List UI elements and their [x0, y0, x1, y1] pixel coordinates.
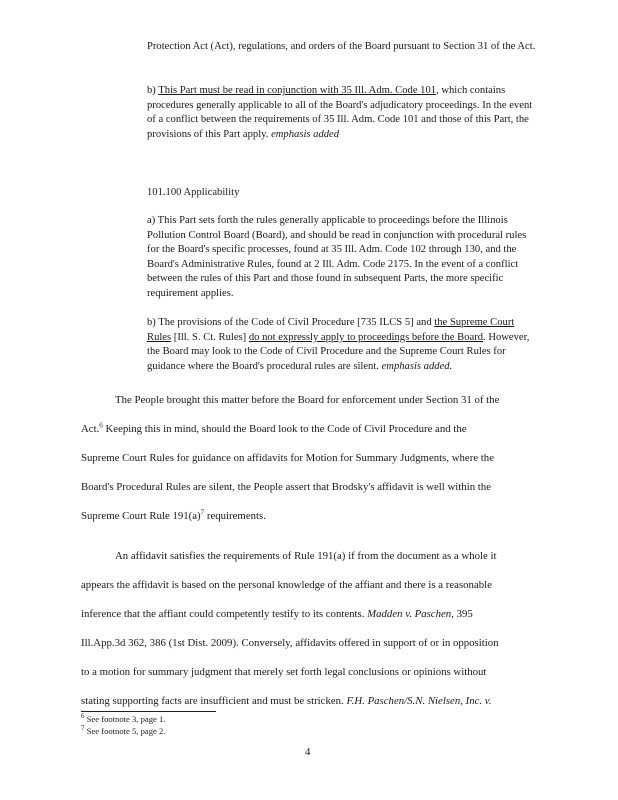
body-text: requirements. — [204, 510, 266, 522]
footnote-text: See footnote 3, page 1. — [84, 714, 166, 724]
body-text: stating supporting facts are insufficient and must be stricken. — [81, 695, 347, 707]
body-line: to a motion for summary judgment that merely set forth legal conclusions or opinions without — [81, 666, 487, 678]
footnote-divider — [81, 711, 216, 712]
footnote-6 — [81, 714, 165, 724]
body-line: The People brought this matter before the Board for enforcement under Section 31 of the — [115, 394, 500, 406]
quote-text: b) — [147, 85, 159, 96]
case-citation: Madden v. Paschen — [367, 608, 452, 620]
body-text: , 395 — [451, 608, 473, 620]
footnote-ref-7[interactable]: 7 — [200, 508, 205, 517]
footnote-number: 7 — [81, 724, 85, 733]
body-text: inference that the affiant could competently testify to its contents. — [81, 608, 368, 620]
quote-text: . However, the Board may look to the Code of Civil Procedure and the Supreme Court Rules for guidance where the Board's procedural rules are silent. — [147, 331, 530, 372]
body-line: Supreme Court Rules for guidance on affidavits for Motion for Summary Judgments, where the — [81, 452, 495, 464]
body-line: Ill.App.3d 362, 386 (1st Dist. 2009). Conversely, affidavits offered in support of or in opposition — [81, 637, 499, 649]
underlined-text: This Part must be read in conjunction with 35 Ill. Adm. Code 101 — [158, 85, 437, 96]
footnote-ref-6[interactable]: 6 — [99, 421, 103, 430]
case-citation: F.H. Paschen/S.N. Nielsen, Inc. v. — [346, 695, 492, 707]
section-heading: 101.100 Applicability — [147, 187, 240, 198]
quote-text: [Ill. S. Ct. Rules] — [171, 331, 249, 343]
emphasis-added: emphasis added — [271, 128, 340, 140]
body-text: Keeping this in mind, should the Board look to the Code of Civil Procedure and the — [102, 423, 467, 435]
quote-text: , which contains procedures generally applicable to all of the Board's adjudicatory proceedings. In the event of a conflict between the requirements of 35 Ill. Adm. Code 101 and those of this Part, the provisions of this Part apply. — [147, 85, 533, 140]
footnote-7 — [81, 726, 165, 736]
footnote-text: See footnote 5, page 2. — [84, 726, 166, 736]
body-line — [81, 510, 266, 522]
body-line — [81, 608, 473, 620]
footnote-number: 6 — [81, 712, 85, 721]
emphasis-added: emphasis added. — [381, 360, 453, 372]
body-line — [81, 423, 467, 435]
body-line — [81, 695, 492, 707]
quote-paragraph-a-applicability — [147, 214, 539, 302]
body-line: An affidavit satisfies the requirements of Rule 191(a) if from the document as a whole it — [115, 550, 497, 562]
body-line: appears the affidavit is based on the personal knowledge of the affiant and there is a reasonable — [81, 579, 492, 591]
quote-text: a) This Part sets forth the rules generally applicable to proceedings before the Illinois Pollution Control Board (Board), and should be read in conjunction with procedural rules for the Board's specific processes, found at 35 Ill. Adm. Code 102 through 130, and the Board's Administrative Rules, found at 2 Ill. Adm. Code 2175. In the event of a conflict between the rules of this Part and those found in subsequent Parts, the more specific requirement applies. — [147, 215, 527, 299]
body-text: Supreme Court Rule 191(a) — [81, 510, 201, 522]
quote-paragraph-act — [147, 40, 539, 55]
quote-text: b) The provisions of the Code of Civil Procedure [735 ILCS 5] and — [147, 317, 435, 328]
quote-paragraph-b-civil-procedure — [147, 316, 539, 374]
quote-text: Protection Act (Act), regulations, and orders of the Board pursuant to Section 31 of the Act. — [147, 41, 536, 52]
body-text: Act. — [81, 423, 100, 435]
body-line: Board's Procedural Rules are silent, the People assert that Brodsky's affidavit is well within the — [81, 481, 491, 493]
underlined-text: do not expressly apply to proceedings before the Board — [248, 331, 484, 343]
underlined-text: the Supreme Court Rules — [147, 317, 515, 343]
page-number: 4 — [305, 746, 311, 758]
quote-paragraph-b-part — [147, 84, 539, 142]
